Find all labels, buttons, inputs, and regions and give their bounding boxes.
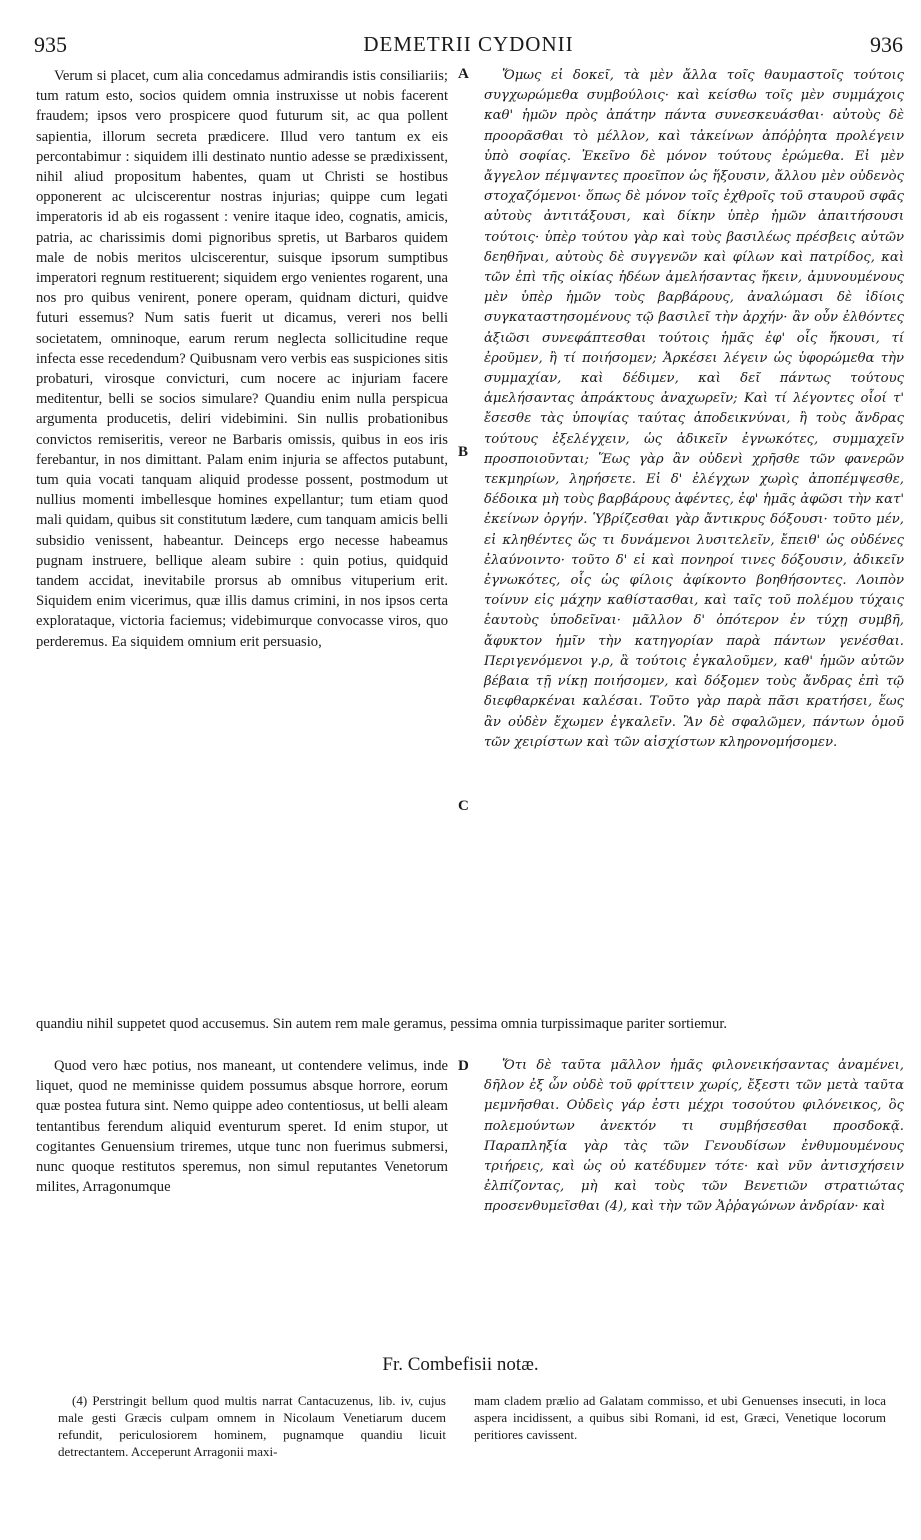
latin-column-para1 xyxy=(36,66,448,652)
notes-title: Fr. Combefisii notæ. xyxy=(382,1354,539,1375)
note-left-column xyxy=(58,1392,446,1460)
footnote-text: mam cladem prælio ad Galatam commisso, et ubi Genuenses insecuti, in loca aspera incidissent, a quibus sibi Romani, id est, Græci, Venetique locorum peritiores cavissent. xyxy=(474,1393,886,1442)
section-marker-d: D xyxy=(458,1058,469,1074)
latin-column-para2 xyxy=(36,1056,448,1197)
section-marker-c: C xyxy=(458,798,469,814)
latin-paragraph: Quod vero hæc potius, nos maneant, ut contendere velimus, inde liquet, quod ne meminisse quidem possumus absque horrore, eorum quæ postea futura sint. Nemo quippe adeo contentiosus, ut belli aleam tentantibus ferendum aliquid eventurum speret. Id enim stupor, ut cogitantes Genuensium triremes, utque tunc non fuerimus submersi, nunc quoque restitutos speremus, non simul reputantes Venetorum milites, Arragonumque xyxy=(36,1058,448,1196)
greek-column-para1 xyxy=(484,66,904,753)
section-marker-a: A xyxy=(458,66,469,82)
footnote-text: (4) Perstringit bellum quod multis narrat Cantacuzenus, lib. iv, cujus male gesti Græcis culpam omnem in Nicolaum Venetiarum ducem refundit, periculosiorem hominem, pugnamque quandiu licuit detrectantem. Acceperunt Arragonii maxi- xyxy=(58,1393,446,1459)
page-number-right: 936 xyxy=(870,32,903,57)
greek-paragraph: Ὅτι δὲ ταῦτα μᾶλλον ἡμᾶς φιλονεικήσαντας ἀναμένει, δῆλον ἐξ ὧν οὐδὲ τοῦ φρίττειν χωρίς, ἔξεστι τῶν μετὰ ταῦτα μεμνῆσθαι. Οὐδεὶς γάρ ἐστι μέχρι τοσούτου φιλόνεικος, ὃς πολεμούντων ἀνεκτόν τι συμβήσεσθαι προσδοκᾷ. Παραπληξία γὰρ τὰς τῶν Γενουδίσων ἐνθυμουμένους τριήρεις, καὶ ὡς οὐ κατέδυμεν τότε· καὶ νῦν ἀντισχήσειν ἐλπίζοντας, μὴ καὶ τοὺς τῶν Βενετιῶν στρατιώτας προσενθυμεῖσθαι (4), καὶ τὴν τῶν Ἀῤῥαγώνων ἀνδρίαν· καὶ xyxy=(484,1058,904,1215)
section-marker-b: B xyxy=(458,444,469,460)
running-title: DEMETRII CYDONII xyxy=(363,32,574,56)
running-header xyxy=(34,32,903,58)
greek-paragraph: Ὅμως εἰ δοκεῖ, τὰ μὲν ἄλλα τοῖς θαυμαστοῖς τούτοις συγχωρώμεθα συμβούλοις· καὶ κείσθω τοῖς μὲν συμμάχοις καθ' ἡμῶν πρὸς ἀπάτην πάντα συνεσκευάσθαι· αὐτοὺς δὲ προορᾶσθαι τὸ μέλλον, καὶ τἀκείνων ἀπόῤῥητα προλέγειν ὑπὸ σοφίας. Ἐκεῖνο δὲ μόνον τούτους ἐρώμεθα. Εἰ μὲν ἄγγελον πέμψαντες προεῖπον ὡς ἥξουσιν, ἄλλου μὲν οὐδενὸς στοχαζόμενοι· ὅπως δὲ μόνον τοῖς ἐχθροῖς τοῦ σταυροῦ σφᾶς αὐτοὺς ἀντιτάξουσι, καὶ δίκην ὑπὲρ ἡμῶν ἀπαιτήσουσι τούτοις· ὑπὲρ τούτου γὰρ καὶ τοὺς βασιλέως πρέσβεις αὐτῶν δεηθῆναι, αὐτοὺς δὲ συγγενῶν καὶ φίλων καὶ πατρίδος, καὶ τῶν ἐπὶ τῆς οἰκίας ἡδέων ἀμελήσαντας ἥκειν, ἀμυνουμένους μὲν ὑπὲρ ἡμῶν τοὺς βαρβάρους, ἀναλώμασι δὲ ἰδίοις συγκαταστησομένους τῷ βασιλεῖ τὴν ἀρχήν· ἂν οὖν ἐλθόντες ἀξιῶσι συνεφάπτεσθαι τούτοις ἡμᾶς ἐφ' οἷς ἥκουσι, τί ἐροῦμεν, ἢ τί ποιήσομεν; Ἀρκέσει λέγειν ὡς ὑφορώμεθα τὴν συμμαχίαν, καὶ δέδιμεν, καὶ δεῖ πάντως τούτους ἀμελήσαντας ἀπράκτους ἀναχωρεῖν; Καὶ τί λέγοντες οἷοί τ' ἔσεσθε τὰς ὑποψίας ταύτας ἀποδεικνύναι, ἢ τοὺς ἄνδρας τούτους ἐξελέγχειν, ὡς ἀδικεῖν ἐγνωκότες, συμμαχεῖν προσποιοῦνται; Ἕως γὰρ ἂν οὐδενὶ χρῆσθε τῶν φανερῶν τεκμηρίων, ληρήσετε. Εἰ δ' ἐλέγχων χωρὶς ἀποπέμψεσθε, δέδοικα μὴ τοὺς βαρβάρους ἀφέντες, ἐφ' ἡμᾶς ἀφῶσι τὴν κατ' ἐκείνων ὀργήν. Ὑβρίζεσθαι γὰρ ἄντικρυς δόξουσι· τοῦτο μέν, εἰ κληθέντες ὥς τι δυνάμενοι λυσιτελεῖν, ἔπειθ' ὡς οὐδένες ἐλαύνοιντο· τοῦτο δ' εἰ καὶ πονηροί τινες δόξουσιν, ἀδικεῖν ἐγνωκότες, οἷς ὡς φίλοις ἀφίκοντο βοηθήσοντες. Λοιπὸν τοίνυν εἰς μάχην καθίστασθαι, καὶ ταῖς τοῦ πολέμου τύχαις ἑαυτοὺς ὑποδεῖναι· μᾶλλον δ' ὁπότερον ἐν τύχῃ συμβῆ, ἄφυκτον ἡμῖν τὴν κατηγορίαν παρὰ πάντων γενέσθαι. Περιγενόμενοι γ.ρ, ἃ τούτοις ἐγκαλοῦμεν, καθ' ἡμῶν αὐτῶν βέβαια τῇ νίκῃ ποιήσομεν, καὶ δόξομεν τοὺς ἄνδρας ἐπὶ τῷ διεφθαρκέναι καλέσαι. Τοῦτο γὰρ παρὰ πᾶσι κρατήσει, ἕως ἂν οὐδὲν ἔχωμεν ἐγκαλεῖν. Ἂν δὲ σφαλῶμεν, πάντων ὁμοῦ τῶν χειρίστων καὶ τῶν αἰσχίστων κληρονομήσομεν. xyxy=(484,68,904,750)
note-right-column xyxy=(474,1392,886,1443)
fullwidth-line: quandiu nihil suppetet quod accusemus. Sin autem rem male geramus, pessima omnia turpissimaque pariter sortiemur. xyxy=(36,1016,728,1032)
greek-column-para2 xyxy=(484,1056,904,1218)
latin-paragraph: Verum si placet, cum alia concedamus admirandis istis consiliariis; tum ratum esto, socios quidem omnia instruxisse ut nobis facerent fraudem; ipsos vero prospicere quod futurum sit, ac qua pollent sapientia, illorum secreta prædicere. Illud vero tantum ex eis percontabimur : siquidem illi destinato nuntio adesse se prædixissent, nihil aliud propositum habentes, quam ut Christi se hostibus opponerent ac ulciscerentur nostras injurias; quippe cum legati imperatoris id ab eis rogassent : venire itaque ideo, cognatis, amicis, patria, ac charissimis domi pignoribus spretis, ut Barbaros quidem male de nobis meritos ulciscerentur, suisque ipsorum sumptibus imperatori regnum restituerent; siquidem ergo venientes rogarent, una nos pro quibus venirent, ponere operam, quidnam dicturi, quidve futuri essemus? Num satis fuerit ut dicamus, vereri nos belli societatem, omninoque, earum rerum neglecta sollicitudine reque infecta esse recedendum? Quibusnam vero verbis eas suspiciones sitis probaturi, virosque convicturi, cum nocere ac injuriam facere meditentur, belli se socios simulare? Quandiu enim nulla perspicua argumenta producetis, deliri videbimini. Sin nullis probationibus convictos remiseritis, vereor ne Barbaris omissis, quibus in eos iris ferebantur, in nos dimittant. Palam enim injuria se affectos putabunt, tum quia vocati tanquam aliquid prodesse possent, postmodum ut nullius momenti imbellesque homines expellantur; tum etiam quod mali quidam, quibus sit constitutum lædere, cum tanquam amicis belli subsidio venissent, habeantur. Deinceps ergo necesse habeamus pugnam instruere, bellique aleam subire : quin potius, quidquid tandem accidat, inevitabile prorsus ab omnibus vituperium erit. Siquidem enim vicerimus, quæ illis damus crimini, in nos ipsos certa explorataque, victoria faciemus; videbimurque convocasse viros, quo perderemus. Ea siquidem omnium erit persuasio, xyxy=(36,68,448,650)
page-number-left: 935 xyxy=(34,32,67,57)
